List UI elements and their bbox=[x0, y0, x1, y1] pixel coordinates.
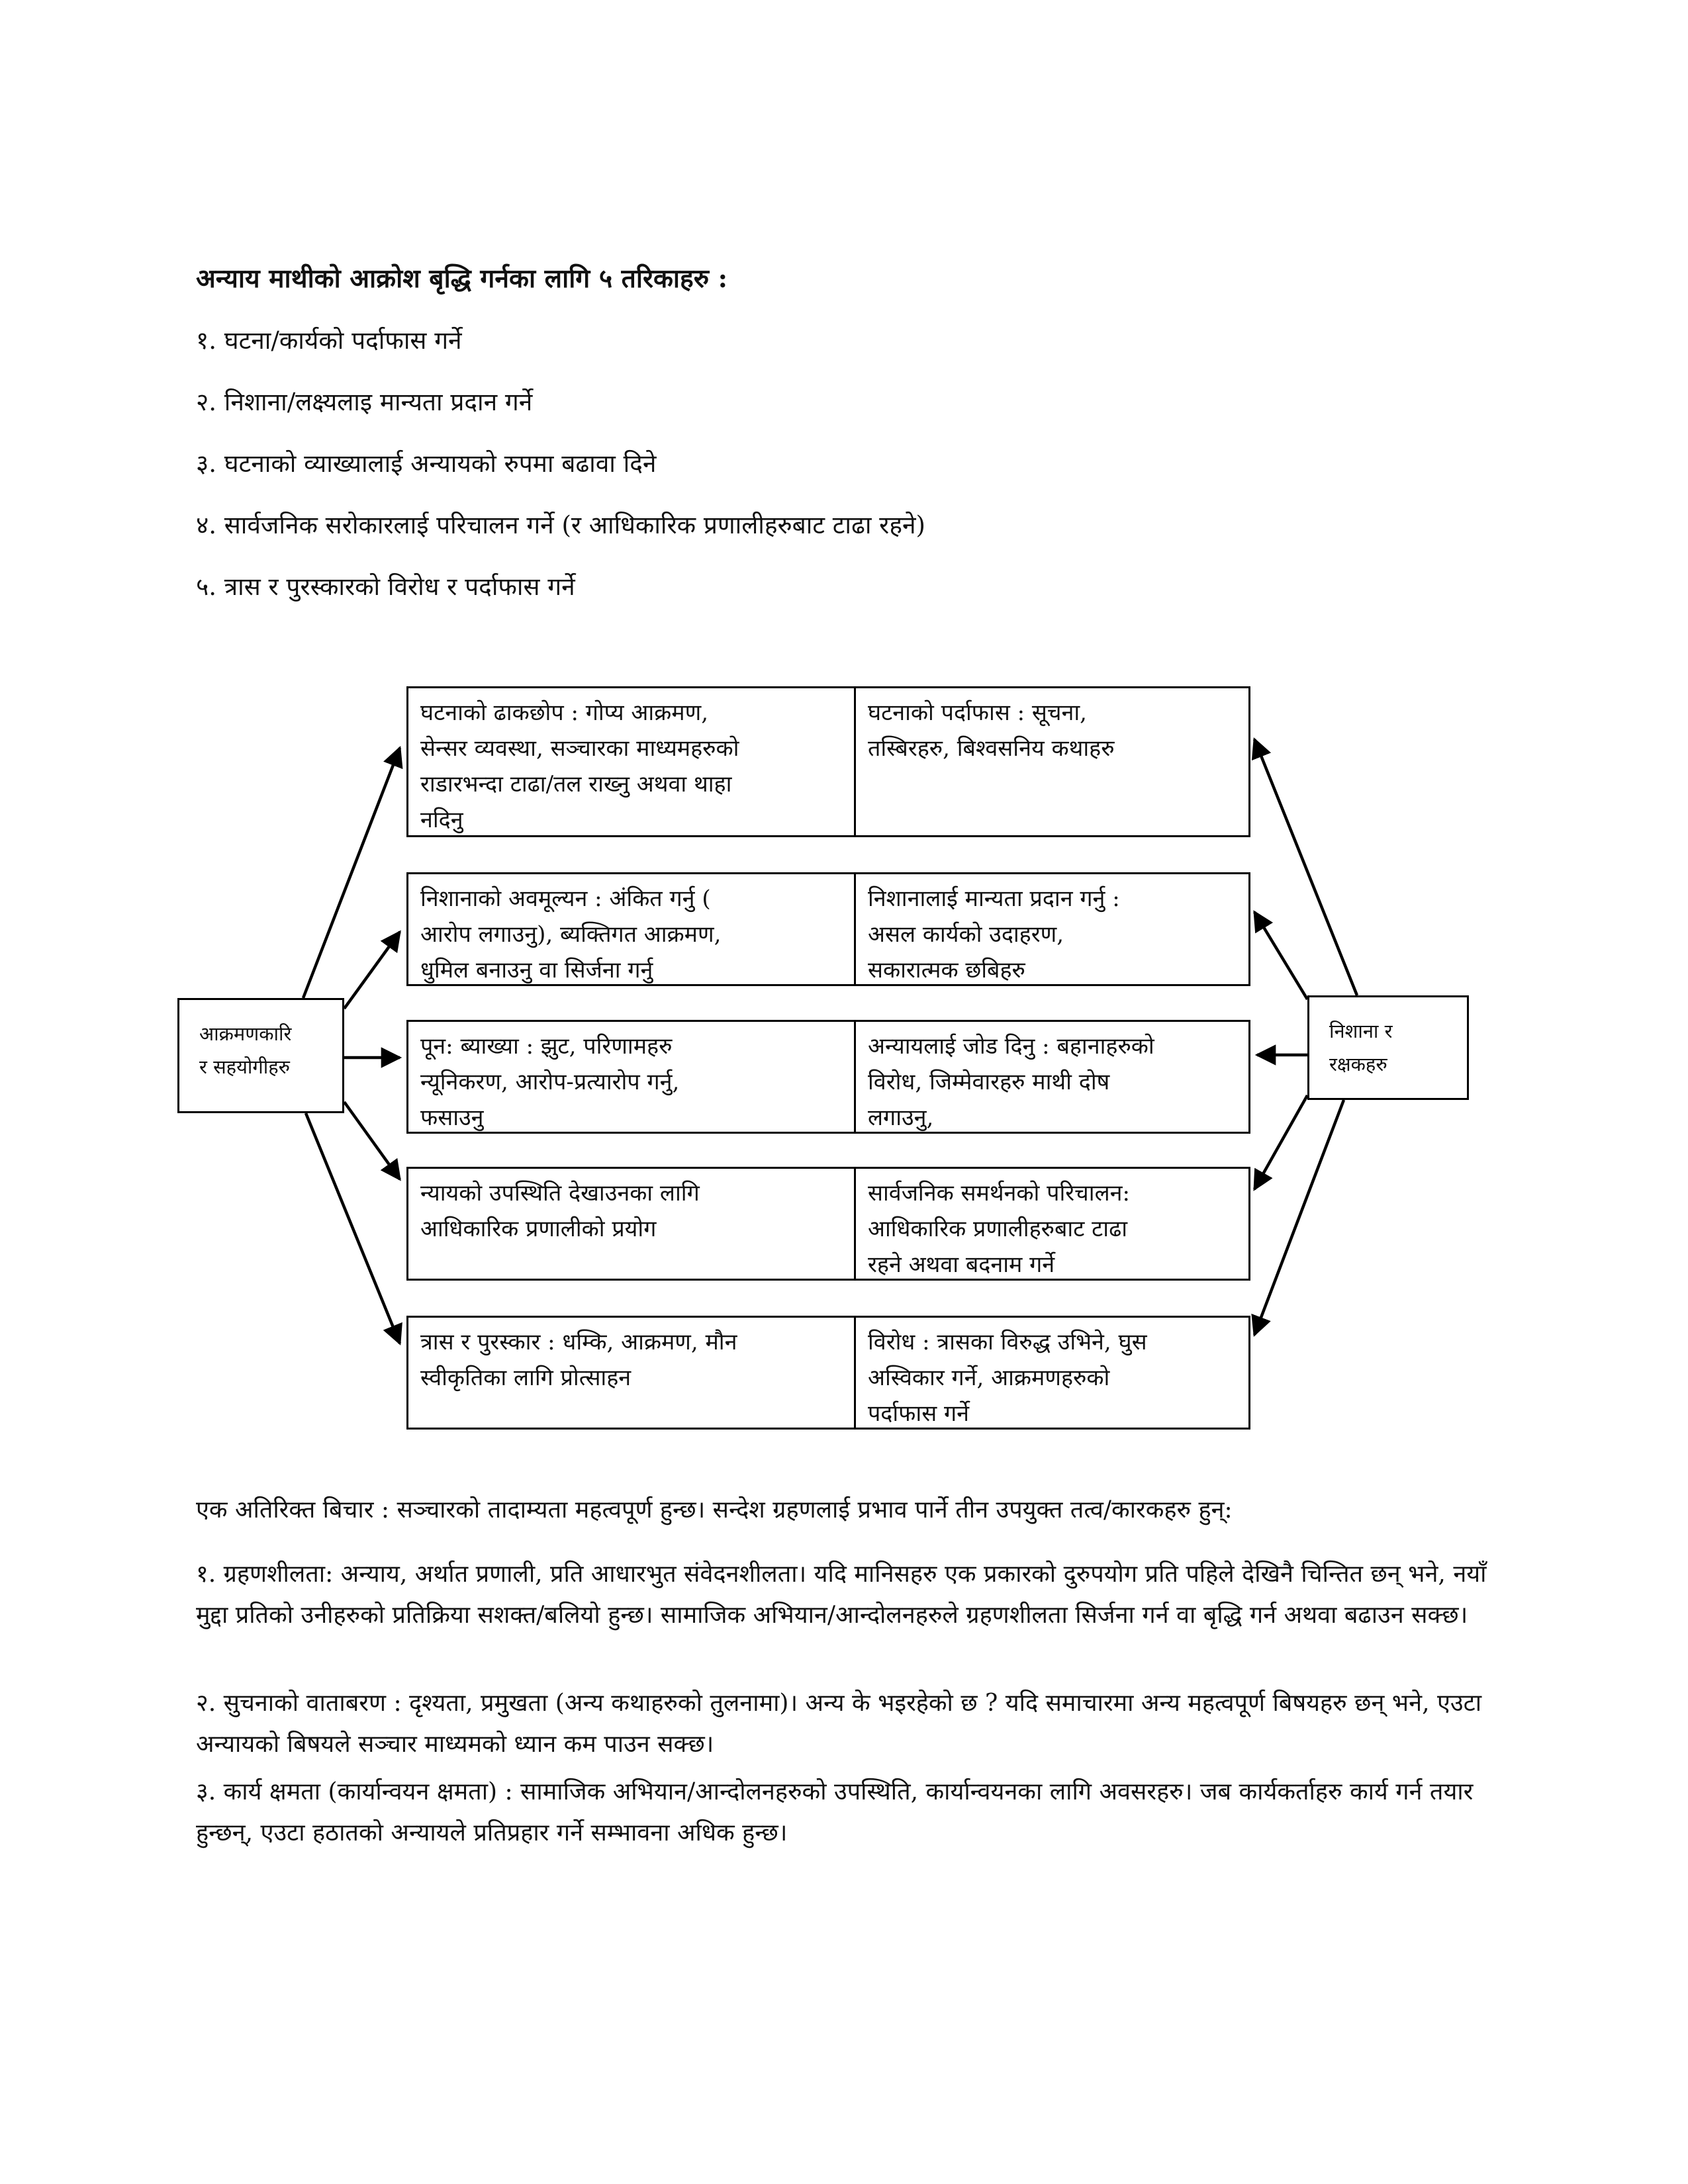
cell-line: घटनाको पर्दाफास : सूचना, bbox=[868, 700, 1087, 726]
cell-line: पून: ब्याख्या : झुट, परिणामहरु bbox=[420, 1033, 673, 1060]
attackers-label-line: आक्रमणकारि bbox=[199, 1023, 292, 1045]
targets-label-line: निशाना र bbox=[1329, 1020, 1393, 1042]
cell-line: धुमिल बनाउनु वा सिर्जना गर्नु bbox=[420, 957, 653, 983]
cell-line: रहने अथवा बदनाम गर्ने bbox=[868, 1251, 1055, 1278]
cell-line: असल कार्यको उदाहरण, bbox=[868, 921, 1064, 948]
cell-line: सेन्सर व्यवस्था, सञ्चारका माध्यमहरुको bbox=[420, 735, 739, 762]
intro-paragraph: एक अतिरिक्त बिचार : सञ्चारको तादाम्यता महत्वपूर्ण हुन्छ। सन्देश ग्रहणलाई प्रभाव पार्ने तीन उपयुक्त तत्व/कारकहरु हुन्: bbox=[196, 1496, 1233, 1524]
arrow-line bbox=[306, 1113, 400, 1343]
cell-line: विरोध, जिम्मेवारहरु माथी दोष bbox=[868, 1069, 1110, 1095]
cell-line: नदिनु bbox=[420, 807, 463, 833]
arrow-line bbox=[344, 932, 400, 1009]
list-item: १. घटना/कार्यको पर्दाफास गर्ने bbox=[196, 326, 462, 355]
cell-line: आधिकारिक प्रणालीको प्रयोग bbox=[420, 1216, 657, 1242]
body-paragraph: ३. कार्य क्षमता (कार्यान्वयन क्षमता) : सामाजिक अभियान/आन्दोलनहरुको उपस्थिति, कार्यान्वयनका लागि अवसरहरु। जब कार्यकर्ताहरु कार्य गर्न तयार हुन्छन्, एउटा हठातको अन्यायले प्रतिप्रहार गर्ने सम्भावना अधिक हुन्छ। bbox=[196, 1778, 1474, 1846]
attackers-label-line: र सहयोगीहरु bbox=[199, 1056, 290, 1078]
cell-line: तस्बिरहरु, बिश्वसनिय कथाहरु bbox=[868, 735, 1115, 762]
body-paragraph: २. सुचनाको वाताबरण : दृश्यता, प्रमुखता (अन्य कथाहरुको तुलनामा)। अन्य के भइरहेको छ ? यदि समाचारमा अन्य महत्वपूर्ण बिषयहरु छन् भने, एउटा अन्यायको बिषयले सञ्चार माध्यमको ध्यान कम पाउन सक्छ। bbox=[196, 1690, 1482, 1758]
list-item: ५. त्रास र पुरस्कारको विरोध र पर्दाफास गर्ने bbox=[196, 572, 575, 601]
cell-line: पर्दाफास गर्ने bbox=[868, 1400, 969, 1427]
cell-line: आधिकारिक प्रणालीहरुबाट टाढा bbox=[868, 1216, 1128, 1242]
cell-line: फसाउनु bbox=[420, 1105, 484, 1131]
list-item: ३. घटनाको व्याख्यालाई अन्यायको रुपमा बढावा दिने bbox=[196, 449, 657, 478]
cell-line: विरोध : त्रासका विरुद्ध उभिने, घुस bbox=[868, 1329, 1147, 1355]
arrow-line bbox=[344, 1102, 400, 1179]
cell-line: आरोप लगाउनु), ब्यक्तिगत आक्रमण, bbox=[420, 921, 722, 948]
cell-line: न्यायको उपस्थिति देखाउनका लागि bbox=[420, 1180, 700, 1206]
cell-line: सकारात्मक छबिहरु bbox=[868, 957, 1025, 983]
list-item: २. निशाना/लक्ष्यलाइ मान्यता प्रदान गर्ने bbox=[196, 388, 533, 416]
arrow-line bbox=[1254, 912, 1307, 999]
cell-line: त्रास र पुरस्कार : धम्कि, आक्रमण, मौन bbox=[420, 1329, 737, 1355]
page-heading: अन्याय माथीको आक्रोश बृद्धि गर्नका लागि ५ तरिकाहरु : bbox=[196, 263, 728, 294]
cell-line: घटनाको ढाकछोप : गोप्य आक्रमण, bbox=[420, 700, 709, 726]
cell-line: अन्यायलाई जोड दिनु : बहानाहरुको bbox=[868, 1033, 1154, 1060]
cell-line: न्यूनिकरण, आरोप-प्रत्यारोप गर्नु, bbox=[420, 1069, 680, 1095]
cell-line: निशानाको अवमूल्यन : अंकित गर्नु ( bbox=[420, 886, 711, 912]
arrow-line bbox=[1254, 1100, 1344, 1335]
cell-line: सार्वजनिक समर्थनको परिचालन: bbox=[868, 1180, 1130, 1206]
arrow-line bbox=[1254, 1095, 1307, 1189]
list-item: ४. सार्वजनिक सरोकारलाई परिचालन गर्ने (र आधिकारिक प्रणालीहरुबाट टाढा रहने) bbox=[196, 511, 925, 539]
arrow-line bbox=[303, 748, 400, 998]
targets-label-line: रक्षकहरु bbox=[1329, 1053, 1387, 1075]
cell-line: अस्विकार गर्ने, आक्रमणहरुको bbox=[868, 1365, 1110, 1391]
arrow-line bbox=[1254, 739, 1357, 995]
cell-line: राडारभन्दा टाढा/तल राख्नु अथवा थाहा bbox=[420, 771, 732, 797]
cell-line: लगाउनु, bbox=[868, 1105, 934, 1131]
cell-line: स्वीकृतिका लागि प्रोत्साहन bbox=[420, 1365, 632, 1391]
cell-line: निशानालाई मान्यता प्रदान गर्नु : bbox=[868, 886, 1120, 912]
body-paragraph: १. ग्रहणशीलता: अन्याय, अर्थात प्रणाली, प्रति आधारभुत संवेदनशीलता। यदि मानिसहरु एक प्रकारको दुरुपयोग प्रति पहिले देखिनै चिन्तित छन् भने, नयाँ मुद्दा प्रतिको उनीहरुको प्रतिक्रिया सशक्त/बलियो हुन्छ। सामाजिक अभियान/आन्दोलनहरुले ग्रहणशीलता सिर्जना गर्न वा बृद्धि गर्न अथवा बढाउन सक्छ। bbox=[196, 1561, 1487, 1629]
